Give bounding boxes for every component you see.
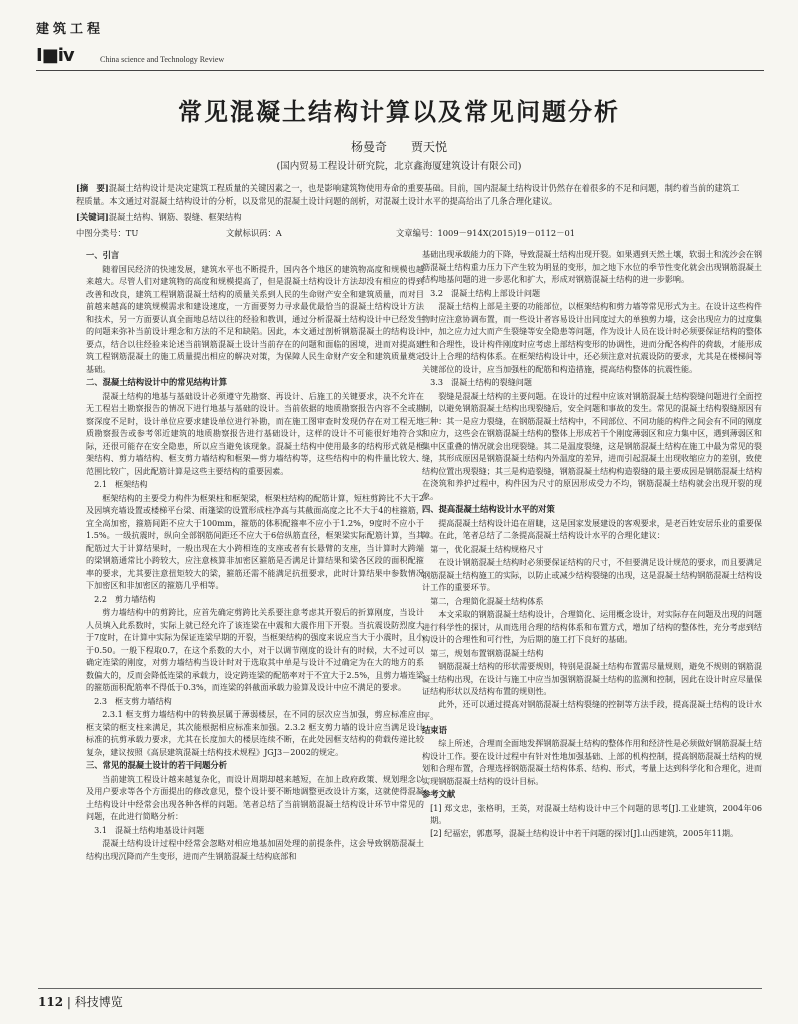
subsection-heading: 3.1 混凝土结构地基设计问题 bbox=[94, 824, 205, 835]
subsection-heading: 第二，合理简化混凝土结构体系 bbox=[430, 595, 544, 606]
keywords-label: [关键词] bbox=[76, 212, 109, 222]
section-heading: 结束语 bbox=[422, 724, 447, 735]
body-paragraph: 混凝土结构上部是主要的功能部位，以框架结构和剪力墙等常见形式为主。在设计这些构件物时应注意协调布置，而一些设计者容易设计出同度过大的单独剪力墙，这会出现应力的过度集中，加之应力过大而产生裂缝等安全隐患等问题，作为设计人员在设计时必须要保证结构的整体性和合理性，设计构件刚度时应考虑上部结构变形的协调性，进而分配各构件的荷载，才能形成设计上合理的结构体系。在框架结构设计中，还必须注意对抗震设防的要求，尤其是在楼梯间等关键部位的设计，应当加强柱的配筋和构造措施，提高结构整体的抗震性能。 bbox=[422, 301, 762, 374]
body-paragraph: 2.3.1 框支剪力墙结构中的转换层属于薄弱楼层，在不同的层次应当加强，剪应标准应由框支梁的框支柱来满足，其次能根据相应标准来加强。2.3.2 框支剪力墙的设计应当满足设计标准的抗剪承载力要求，尤其在长度加大的楼层连续不断，在此处因框支结构的荷载传递比较复杂，建议按照《高层建筑混凝土结构技术规程》JGJ3－2002的规定。 bbox=[86, 709, 424, 757]
body-column-right bbox=[422, 248, 762, 839]
body-paragraph: 在设计钢筋混凝土结构时必须要保证结构的尺寸，不但要满足设计规范的要求，而且要满足钢筋混凝土结构施工的实际，以防止或减少结构裂缝的出现，这是混凝土结构钢筋混凝土结构设计工作的重要环节。 bbox=[422, 557, 762, 592]
body-paragraph: 裂缝是混凝土结构的主要问题。在设计的过程中应该对钢筋混凝土结构裂缝问题进行全面控制，以避免钢筋混凝土结构出现裂缝后，安全问题和事故的发生。常见的混凝土结构裂缝原因有三种：其一是应力裂缝，在钢筋混凝土结构中，不同部位、不同功能的构件之间会有不同的刚度和应力，这些会在钢筋混凝土结构的整体上形成若干个刚度薄弱区和应力集中区，遇到薄弱区和集中区重叠的情况就会出现裂缝。其二是温度裂缝，这是钢筋混凝土结构在施工中最为常见的裂缝，其形成原因是钢筋混凝土结构内外温度的差异，进而引起混凝土出现收缩应力的差别，致使结构位置出现裂缝；其三是构造裂缝，钢筋混凝土结构构造裂缝的最主要成因是钢筋混凝土结构在浇筑和养护过程中，构件因为尺寸的原因形成受力不均，钢筋混凝土结构就会出现开裂的现象。 bbox=[422, 390, 762, 501]
keywords bbox=[76, 211, 746, 223]
author-affiliation: (国内贸易工程设计研究院，北京鑫海厦建筑设计有限公司) bbox=[276, 161, 522, 172]
abstract-text: 混凝土结构设计是决定建筑工程质量的关键因素之一，也是影响建筑物使用寿命的重要基础。目前，国内混凝土结构设计仍然存在着很多的不足和问题，制约着当前的建筑工程质量。本文通过对混凝土结构设计的分析，以及常见的混凝土设计问题的剖析，对混凝土设计水平的提高给出了几条合理化建议。 bbox=[76, 183, 740, 206]
body-paragraph: 钢筋混凝土结构的形状需要规则，特别是混凝土结构布置需尽量规则，避免不规则的钢筋混凝土结构出现，在设计与施工中应当加强钢筋混凝土结构的监测和控制，因此在设计时应尽量保证结构形状以及结构布置的规则性。 bbox=[422, 661, 762, 696]
footer-divider bbox=[38, 988, 762, 989]
subsection-heading: 2.3 框支剪力墙结构 bbox=[94, 695, 172, 706]
body-paragraph: 剪力墙结构中的剪跨比，应首先确定剪跨比关系要注意考虑其开裂后的折算刚度，当设计人员填入此系数时，实际上就已经允许了该连梁在中震和大震作用下开裂。当抗震设防烈度大于7度时，在计算中实际为保证连梁早期的开裂，当框架结构的强度来说应当大于小震时，且小于0.50。一般下程取0.7，在这个系数的大小，对于以调节刚度的设计有的时候，大不过可以确定连梁的刚度，对剪力墙结构当设计时对于选取其中单是与设计不过确定为在大的地方的系数偏大的，反而会降低连梁的承载力，设定跨连梁的配筋率对于不宜大于2.5%，且剪力墙连梁的箍筋面积配筋率不得低于0.3%，而连梁的斜截面承载力验算及设计中应不满足的要求。 bbox=[86, 607, 424, 692]
reference-item: [2] 纪福宏，郭惠琴，混凝土结构设计中若干问题的探讨[J].山西建筑，2005年11期。 bbox=[430, 827, 739, 838]
journal-english-name: China science and Technology Review bbox=[100, 55, 225, 64]
journal-section-label: 建筑工程 bbox=[36, 22, 105, 37]
document-code: 文献标识码：A bbox=[226, 228, 282, 238]
section-heading: 参考文献 bbox=[422, 789, 456, 799]
page-number: 112 bbox=[38, 995, 64, 1009]
body-paragraph: 混凝土结构的地基与基础设计必须遵守先勘察、再设计、后施工的关键要求，决不允许在无工程岩土勘察报告的情况下进行地基与基础的设计。当前依据的地质勘察报告内容不全或勘察深度不足时，设计单位应要求建设单位进行补勘，而在施工图审查时发现仍存在对工程无地质勘察报告或参考邻近建筑的地质勘察报告进行基础设计，这样的设计不可能很好地符合实际，还很可能存在安全隐患，所以应当避免该现象。混凝土结构中使用最多的结构形式就是框架结构、剪力墙结构、框支剪力墙结构和框架—剪力墙结构等，这些结构中的构件量比较大、范围比较广，因此配筋计算是这些主要结构的重要因素。 bbox=[86, 390, 424, 476]
subsection-heading: 第三，规划布置钢筋混凝土结构 bbox=[430, 647, 544, 658]
subsection-heading: 第一，优化混凝土结构规格尺寸 bbox=[430, 543, 544, 554]
header-divider bbox=[36, 70, 764, 71]
subsection-heading: 3.3 混凝土结构的裂缝问题 bbox=[430, 377, 532, 387]
body-paragraph: 混凝土结构设计过程中经常会忽略对相应地基加固处理的前提条件，这会导致钢筋混凝土结构出现沉降而产生变形，进而产生钢筋混凝土结构底部和 bbox=[86, 838, 424, 861]
body-column-left bbox=[86, 248, 424, 862]
body-paragraph: 本文采取的钢筋混凝土结构设计，合理简化、运用概念设计，对实际存在问题及出现的问题进行科学性的探讨，从而选用合理的结构体系和布置方式，增加了结构的整体性，充分考虑到结构设计的合理性和可行性，为后期的施工打下良好的基础。 bbox=[422, 609, 762, 644]
article-authors: 杨曼奇 贾天悦 bbox=[350, 140, 447, 154]
section-heading: 四、提高混凝土结构设计水平的对策 bbox=[422, 504, 555, 514]
clc-number: 中图分类号：TU bbox=[76, 228, 139, 238]
subsection-heading: 3.2 混凝土结构上部设计问题 bbox=[430, 287, 541, 298]
section-heading: 二、混凝土结构设计中的常见结构计算 bbox=[86, 377, 228, 387]
abstract-label: [摘 要] bbox=[76, 183, 109, 193]
body-paragraph: 综上所述，合理而全面地发挥钢筋混凝土结构的整体作用和经济性是必须做好钢筋混凝土结构设计工作。要在设计过程中有针对性地加强基础、上部的机构控制，提高钢筋混凝土结构的规划和合理布置，合理选择钢筋混凝土结构体系、结构、形式，考量上达到科学化和合理化，进而实现钢筋混凝土结构的设计目标。 bbox=[422, 738, 762, 786]
body-paragraph: 当前建筑工程设计越来越复杂化，而设计周期却越来越短，在加上政府政策、规划理念以及用户要求等各个方面提出的修改意见，整个设计要不断地调整更改设计方案，这就使得混凝土结构设计中经常会出现各种各样的问题。笔者总结了当前钢筋混凝土结构设计环节中常见的问题，在此进行简略分析： bbox=[86, 773, 424, 821]
section-heading: 三、常见的混凝土设计的若干问题分析 bbox=[86, 760, 228, 770]
subsection-heading: 2.1 框架结构 bbox=[94, 479, 148, 489]
body-paragraph: 框架结构的主要受力构件为框架柱和框架梁，框架柱结构的配筋计算，短柱剪跨比不大于2及因填充墙设置或楼梯平台梁、雨篷梁的设置形成柱净高与其截面高度之比不大于4的柱箍筋，宜全高加密，箍筋间距不应大于100mm，箍筋的体积配箍率不应小于1.2%，9度时不应小于1.5%。一级抗震时，纵向全部钢筋间距还不应大于6倍纵筋直径，框架梁实际配筋计算，当其配筋过大于计算结果时，一般出现在大小跨相连的支座或者有长悬臂的支座，当计算时大跨端的梁钢筋通常比小跨较大，应注意核算非加密区箍筋是否满足计算结果和梁各区段的面积配箍率的要求，尤其要注意扭矩较大的梁，箍筋还需不能满足抗扭要求，此时计算结果中参数情况下加密区和非加密区的箍筋几乎相等。 bbox=[86, 492, 424, 590]
body-paragraph: 提高混凝土结构设计追在眉睫，这是国家发展建设的客观要求，是老百姓安居乐业的重要保障。在此，笔者总结了二条提高混凝土结构设计水平的合理化建议： bbox=[422, 517, 762, 540]
section-heading: 一、引言 bbox=[86, 250, 120, 260]
reference-item: [1] 郑文忠，张格明，王英，对混凝土结构设计中三个问题的思考[J].工业建筑，2004年06期。 bbox=[430, 802, 762, 825]
journal-logo: I■iv bbox=[36, 45, 74, 66]
page-footer: 112 | 科技博览 bbox=[38, 995, 123, 1009]
footer-journal: 科技博览 bbox=[74, 995, 123, 1009]
abstract bbox=[76, 182, 746, 208]
keywords-text: 混凝土结构、钢筋、裂缝、框架结构 bbox=[108, 212, 242, 222]
article-number: 文章编号：1009－914X(2015)19－0112－01 bbox=[396, 228, 576, 238]
body-paragraph: 基础出现承载能力的下降，导致混凝土结构出现开裂。如果遇到天然土壤，软弱土和流沙会在钢筋混凝土结构重力压力下产生较为明显的变形，加之地下水位的季节性变化就会出现钢筋混凝土结构地基问题的进一步恶化和扩大，形成对钢筋混凝土结构的进一步影响。 bbox=[422, 249, 762, 284]
body-paragraph: 随着国民经济的快速发展，建筑水平也不断提升，国内各个地区的建筑物高度和规模也越来越大。尽管人们对建筑物的高度和规模提高了，但是混凝土结构设计方法却没有相应的得到改善和改良，建筑工程钢筋混凝土结构的质量关系到人民的生命财产安全和建筑质量，而对目前越来越高的建筑规模需求和建设速度，一方面要努力寻求最优最恰当的混凝土结构设计方法和技术，另一方面要认真全面地总结以往的经验和教训，通过分析混凝土结构设计中已经发生的问题来弥补当前设计理念和方法的不足和缺陷。因此，本文通过剖析钢筋混凝土的结构设计要点，结合以往经验来论述当前钢筋混凝土设计当前存在的问题和面临的困境，进而对提高建筑工程钢筋混凝土的施工质量提出相应的解决对策，为保障人民生命财产安全和建筑质量奠定基础。 bbox=[86, 263, 424, 374]
subsection-heading: 2.2 剪力墙结构 bbox=[94, 593, 156, 604]
body-paragraph: 此外，还可以通过提高对钢筋混凝土结构裂缝的控制等方法手段，提高混凝土结构的设计水平。 bbox=[422, 698, 762, 721]
article-title: 常见混凝土结构计算以及常见问题分析 bbox=[178, 98, 620, 126]
